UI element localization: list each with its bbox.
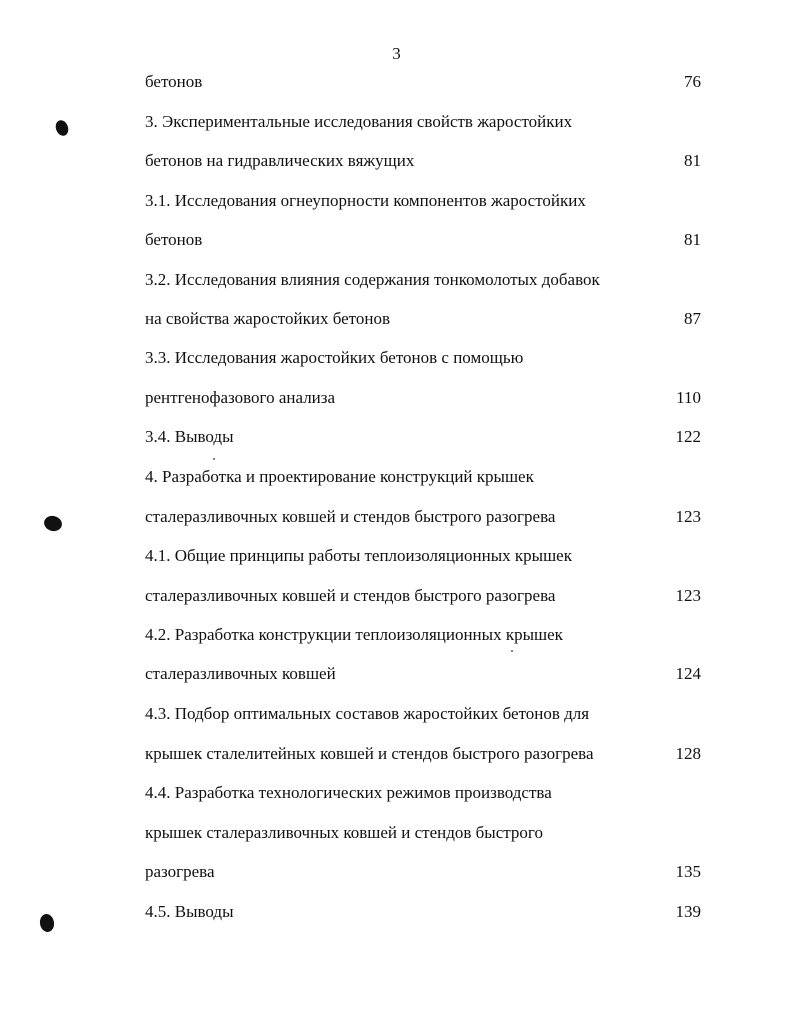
page-number: 3 bbox=[392, 44, 401, 63]
punch-hole-mark bbox=[54, 118, 71, 137]
toc-line-text: 4. Разработка и проектирование конструкций крышек bbox=[145, 467, 534, 486]
toc-line-page: 135 bbox=[675, 862, 701, 881]
toc-line-text: 3.4. Выводы bbox=[145, 427, 234, 446]
toc-line bbox=[145, 623, 701, 647]
toc-line-text: 4.2. Разработка конструкции теплоизоляционных крышек bbox=[145, 625, 563, 644]
toc-line bbox=[145, 228, 701, 252]
toc-line-text: 3.1. Исследования огнеупорности компонентов жаростойких bbox=[145, 191, 586, 210]
toc-line-page: 76 bbox=[684, 72, 701, 91]
toc-line-page: 123 bbox=[675, 586, 701, 605]
toc-line bbox=[145, 900, 701, 924]
toc-line-text: бетонов на гидравлических вяжущих bbox=[145, 151, 415, 170]
toc-line bbox=[145, 781, 701, 805]
toc-line bbox=[145, 307, 701, 331]
toc-line-page: 81 bbox=[684, 230, 701, 249]
toc-line bbox=[145, 702, 701, 726]
toc-line-text: разогрева bbox=[145, 862, 215, 881]
toc-line bbox=[145, 386, 701, 410]
toc-line bbox=[145, 505, 701, 529]
toc-line bbox=[145, 860, 701, 884]
toc-line bbox=[145, 465, 701, 489]
scan-speck bbox=[511, 650, 513, 652]
toc-line bbox=[145, 544, 701, 568]
toc-line bbox=[145, 70, 701, 94]
toc-line bbox=[145, 110, 701, 134]
toc-line-text: рентгенофазового анализа bbox=[145, 388, 336, 407]
toc-line bbox=[145, 189, 701, 213]
toc-line bbox=[145, 425, 701, 449]
toc-line bbox=[145, 742, 701, 766]
punch-hole-mark bbox=[39, 913, 56, 933]
toc-line bbox=[145, 821, 701, 845]
punch-hole-mark bbox=[42, 514, 63, 533]
toc-line-text: 4.1. Общие принципы работы теплоизоляционных крышек bbox=[145, 546, 572, 565]
toc-line-text: сталеразливочных ковшей и стендов быстрого разогрева bbox=[145, 507, 556, 526]
toc-line-page: 81 bbox=[684, 151, 701, 170]
toc-line bbox=[145, 149, 701, 173]
toc-line bbox=[145, 662, 701, 686]
scan-speck bbox=[213, 458, 215, 460]
toc-line-text: сталеразливочных ковшей и стендов быстрого разогрева bbox=[145, 586, 556, 605]
toc-line-text: 3. Экспериментальные исследования свойств жаростойких bbox=[145, 112, 573, 131]
toc-line-text: на свойства жаростойких бетонов bbox=[145, 309, 390, 328]
toc-line-page: 123 bbox=[675, 507, 701, 526]
toc-line-page: 128 bbox=[675, 744, 701, 763]
toc-line-page: 139 bbox=[675, 902, 701, 921]
toc-line-text: крышек сталеразливочных ковшей и стендов быстрого bbox=[145, 823, 543, 842]
toc-line-page: 110 bbox=[676, 388, 701, 407]
toc-line bbox=[145, 346, 701, 370]
toc-line-page: 122 bbox=[675, 427, 701, 446]
toc-line-text: 4.5. Выводы bbox=[145, 902, 234, 921]
toc-line-page: 124 bbox=[675, 664, 701, 683]
toc-line-page: 87 bbox=[684, 309, 701, 328]
toc-line-text: крышек сталелитейных ковшей и стендов быстрого разогрева bbox=[145, 744, 594, 763]
toc-line bbox=[145, 584, 701, 608]
toc-line-text: бетонов bbox=[145, 230, 203, 249]
toc-line-text: бетонов bbox=[145, 72, 203, 91]
toc-line bbox=[145, 268, 701, 292]
toc-line-text: 4.4. Разработка технологических режимов производства bbox=[145, 783, 552, 802]
toc-line-text: 3.2. Исследования влияния содержания тонкомолотых добавок bbox=[145, 270, 600, 289]
toc-line-text: 4.3. Подбор оптимальных составов жаростойких бетонов для bbox=[145, 704, 590, 723]
toc-line-text: сталеразливочных ковшей bbox=[145, 664, 336, 683]
toc-line-text: 3.3. Исследования жаростойких бетонов с помощью bbox=[145, 348, 524, 367]
